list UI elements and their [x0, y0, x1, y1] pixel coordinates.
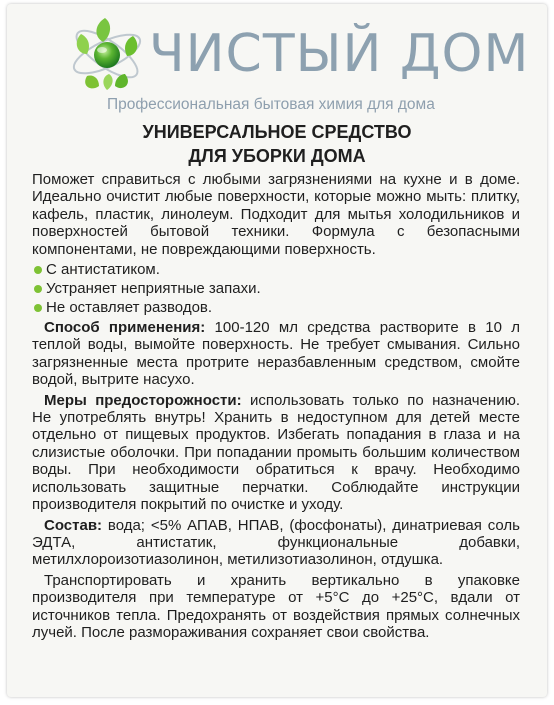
green-bullet-icon: [34, 304, 42, 312]
product-title-line-1: УНИВЕРСАЛЬНОЕ СРЕДСТВО: [142, 122, 412, 142]
green-leaves-atom-logo-icon: [65, 14, 149, 94]
product-description: Поможет справиться с любыми загрязнениями на кухне и в доме. Идеально очистит любые поверхности, которые можно мыть: плитку, кафель, пластик, линолеум. Подходит для мытья холодильников и поверхностей бытовой техники. Формула с безопасными компонентами, не повреждающими поверхность.: [32, 171, 520, 258]
brand-name: ЧИСТЫЙ ДОМ: [149, 24, 530, 84]
storage-section: Транспортировать и хранить вертикально в упаковке производителя при температуре от +5°С до +25°С, вдали от источников тепла. Предохранять от воздействия прямых солнечных лучей. После размораживания сохраняет свои свойства.: [32, 571, 520, 641]
brand-tagline: Профессиональная бытовая химия для дома: [107, 96, 435, 113]
feature-text: Не оставляет разводов.: [46, 299, 213, 317]
feature-item: [32, 260, 520, 279]
composition-heading: Состав:: [44, 516, 103, 534]
feature-item: [32, 298, 520, 317]
product-title-line-2: ДЛЯ УБОРКИ ДОМА: [188, 146, 366, 166]
green-bullet-icon: [34, 285, 42, 293]
feature-list: [32, 260, 520, 317]
product-label: [7, 4, 547, 697]
feature-text: С антистатиком.: [46, 261, 160, 279]
feature-text: Устраняет неприятные запахи.: [46, 280, 261, 298]
green-bullet-icon: [34, 266, 42, 274]
composition-text: вода; <5% АПАВ, НПАВ, (фосфонаты), динатриевая соль ЭДТА, антистатик, функциональные добавки, метилхлороизотиазолинон, метилизотиазолинон, отдушка.: [32, 516, 520, 569]
composition-section: [32, 517, 520, 569]
usage-heading: Способ применения:: [44, 319, 206, 337]
feature-item: [32, 279, 520, 298]
product-title: [7, 120, 547, 168]
precautions-heading: Меры предосторожности:: [44, 391, 242, 409]
label-body: [32, 171, 520, 641]
precautions-text: использовать только по назначению. Не употреблять внутрь! Хранить в недоступном для детей месте отдельно от пищевых продуктов. Избегать попадания в глаза и на слизистые оболочки. При попадании промыть большим количеством воды. При необходимости обратиться к врачу. Необходимо использовать защитные перчатки. Соблюдайте инструкции производителя покрытий по очистке и уходу.: [32, 391, 520, 514]
usage-text: 100-120 мл средства растворите в 10 л теплой воды, вымойте поверхность. Не требует смывания. Сильно загрязненные места протрите неразбавленным средством, смойте водой, вытрите насухо.: [32, 319, 520, 389]
precautions-section: [32, 392, 520, 514]
usage-section: [32, 319, 520, 389]
